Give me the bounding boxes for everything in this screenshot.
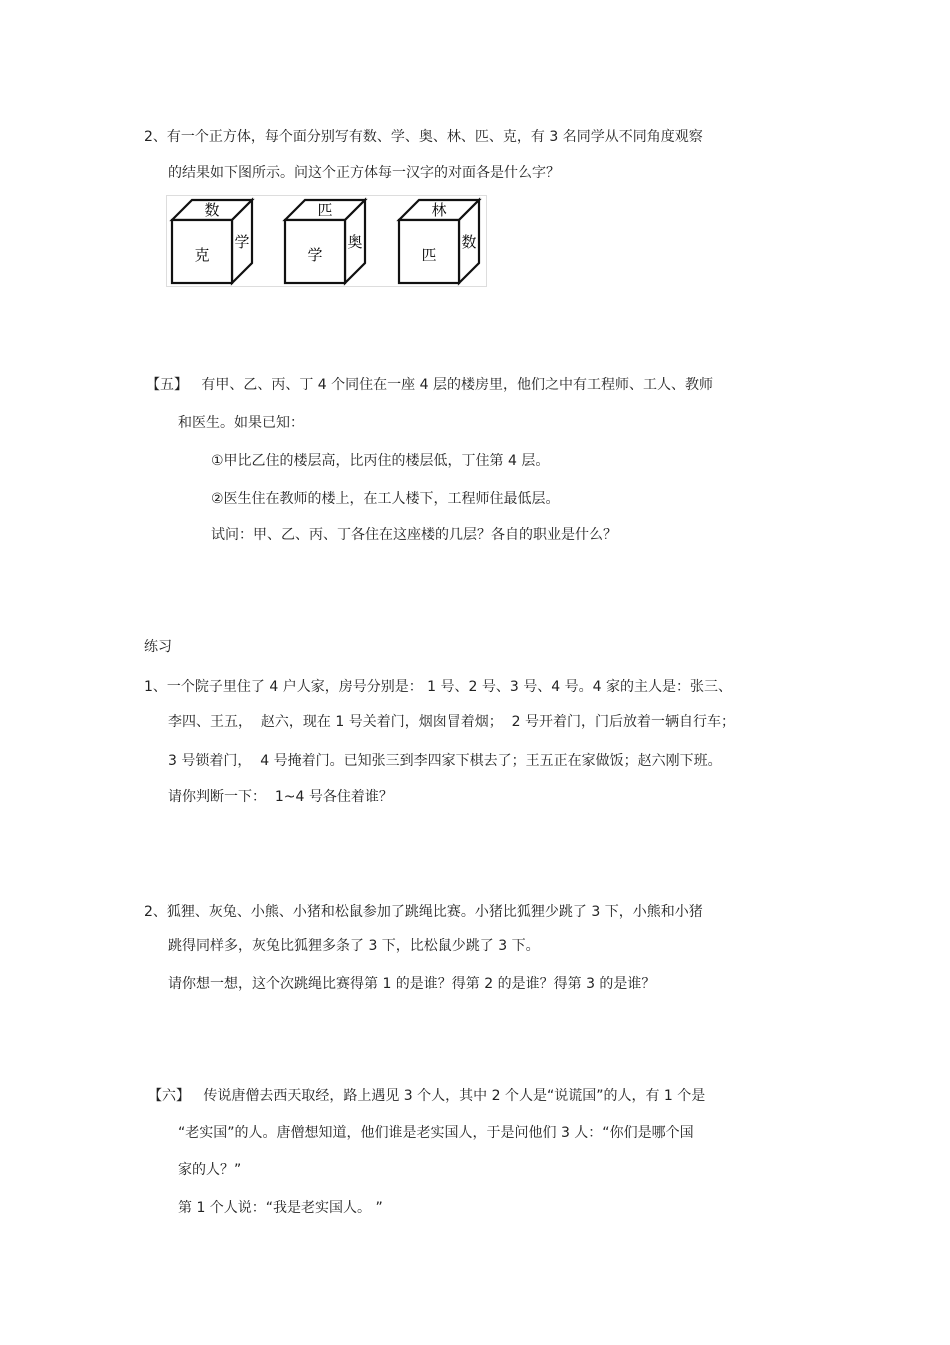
practice-1-line-1: 1、一个院子里住了 4 户人家，房号分别是： 1 号、2 号、3 号、4 号。4 家的主人是：张三、: [144, 679, 732, 695]
section5-line-2: 和医生。如果已知：: [178, 415, 304, 431]
cube-2-top-label: 匹: [317, 201, 333, 219]
cube-3-right-label: 数: [461, 233, 477, 251]
q2-line-1: 2、有一个正方体，每个面分别写有数、学、奥、林、匹、克，有 3 名同学从不同角度观察: [144, 129, 703, 145]
section5-condition-2: ②医生住在教师的楼上，在工人楼下，工程师住最低层。: [211, 491, 560, 507]
practice-heading: 练习: [144, 639, 172, 655]
cube-2-front-label: 学: [307, 246, 323, 264]
section5-question: 试问：甲、乙、丙、丁各住在这座楼的几层？各自的职业是什么？: [211, 527, 617, 543]
practice-2-line-1: 2、狐狸、灰兔、小熊、小猪和松鼠参加了跳绳比赛。小猪比狐狸少跳了 3 下，小熊和小猪: [144, 904, 703, 920]
section6-line-3: 家的人？”: [178, 1162, 242, 1178]
section5-line-1: 【五】 有甲、乙、丙、丁 4 个同住在一座 4 层的楼房里，他们之中有工程师、工人、教师: [146, 377, 713, 393]
cube-1-right-label: 学: [234, 233, 250, 251]
section6-line-2: “老实国”的人。唐僧想知道，他们谁是老实国人，于是问他们 3 人：“你们是哪个国: [178, 1125, 694, 1141]
cube-2: [285, 200, 365, 283]
cube-3: [399, 200, 479, 283]
cube-3-top-label: 林: [431, 201, 447, 219]
cube-2-right-label: 奥: [347, 233, 363, 251]
practice-1-line-3: 3 号锁着门， 4 号掩着门。已知张三到李四家下棋去了；王五正在家做饭；赵六刚下班。: [168, 753, 722, 769]
section5-condition-1: ①甲比乙住的楼层高，比丙住的楼层低，丁住第 4 层。: [211, 453, 550, 469]
practice-2-line-2: 跳得同样多，灰兔比狐狸多条了 3 下，比松鼠少跳了 3 下。: [168, 938, 540, 954]
section6-line-4: 第 1 个人说：“我是老实国人。 ”: [178, 1200, 383, 1216]
practice-1-line-2: 李四、王五， 赵六，现在 1 号关着门，烟囱冒着烟； 2 号开着门，门后放着一辆自行车；: [168, 714, 735, 730]
cubes-figure: [166, 195, 487, 287]
practice-2-line-3: 请你想一想，这个次跳绳比赛得第 1 的是谁？得第 2 的是谁？得第 3 的是谁？: [168, 976, 656, 992]
q2-line-2: 的结果如下图所示。问这个正方体每一汉字的对面各是什么字？: [168, 165, 560, 181]
practice-1-line-4: 请你判断一下： 1~4 号各住着谁？: [168, 789, 393, 805]
section6-line-1: 【六】 传说唐僧去西天取经，路上遇见 3 个人，其中 2 个人是“说谎国”的人，有 1 个是: [148, 1088, 706, 1104]
cube-1-front-label: 克: [194, 246, 210, 264]
cube-1: [172, 200, 252, 283]
cube-1-top-label: 数: [204, 201, 220, 219]
cube-3-front-label: 匹: [421, 246, 437, 264]
